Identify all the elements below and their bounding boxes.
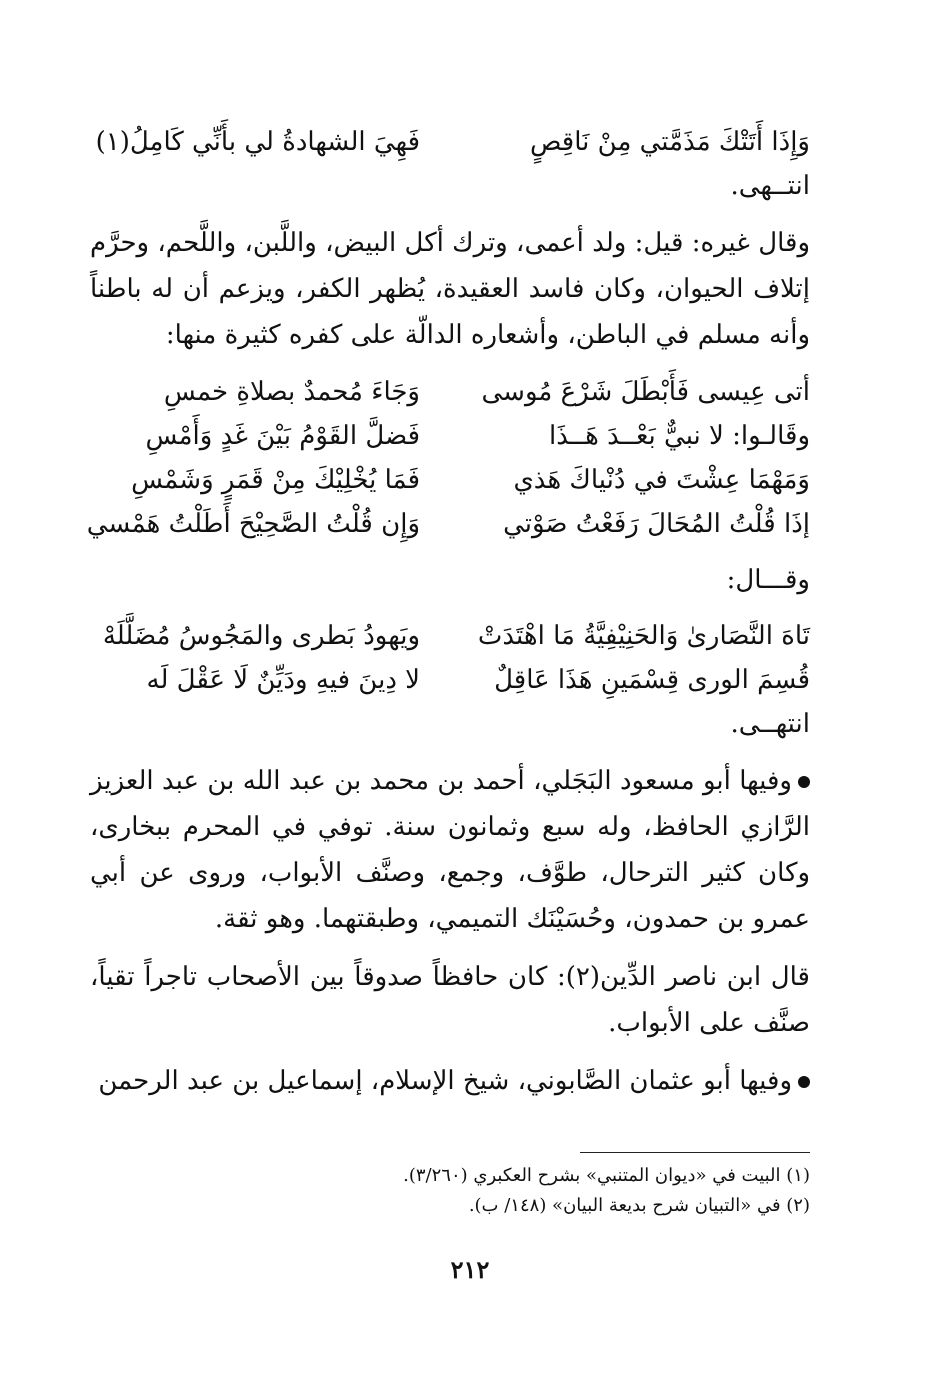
verse-hemistich-1: وَإِذَا أَتَتْكَ مَذَمَّتي مِنْ نَاقِصٍ	[529, 127, 810, 157]
verse-hemistich-2: فَضلَّ القَوْمُ بَيْنَ غَدٍ وَأَمْسِ	[145, 421, 420, 451]
page-number: ٢١٢	[450, 1255, 490, 1284]
verse-hemistich-1: إذَا قُلْتُ المُحَالَ رَفَعْتُ صَوْتي	[503, 509, 810, 539]
verse-hemistich-2: وَجَاءَ مُحمدٌ بصلاةِ خمسِ	[163, 377, 420, 407]
verse-hemistich-1: تَاهَ النَّصَارىٰ وَالحَنِيْفِيَّةُ مَا اهْتَدَتْ	[477, 621, 810, 651]
verse-hemistich-2: لا دِينَ فيهِ ودَيِّنٌ لَا عَقْلَ لَه	[146, 665, 420, 695]
verse-hemistich-1: وقَالـوا: لا نبيٌّ بَعْــدَ هَــذَا	[549, 421, 810, 451]
verse-line	[90, 458, 810, 502]
intaha-text: انتــهى.	[730, 171, 810, 201]
poem-block	[90, 614, 810, 702]
verse-line	[90, 614, 810, 658]
footnote: (٢) في «التبيان شرح بديعة البيان» (١٤٨/ ب).	[468, 1195, 810, 1216]
footnote-divider	[580, 1152, 810, 1153]
verse-line	[90, 120, 810, 164]
verse-line	[90, 370, 810, 414]
verse-hemistich-1: قُسِمَ الورى قِسْمَينِ هَذَا عَاقِلٌ	[494, 665, 810, 695]
intaha-text: انتهــى.	[730, 709, 810, 739]
footnote: (١) البيت في «ديوان المتنبي» بشرح العكبري (٣/٢٦٠).	[403, 1165, 810, 1186]
verse-line	[90, 658, 810, 702]
paragraph-text: وفيها أبو عثمان الصَّابوني، شيخ الإسلام، إسماعيل بن عبد الرحمن	[98, 1066, 792, 1096]
verse-hemistich-2: ويَهودُ بَطرى والمَجُوسُ مُضَلَّلَهْ	[102, 621, 420, 651]
verse-hemistich-2: فَهِيَ الشهادةُ لي بأَنِّي كَامِلُ(١)	[95, 127, 420, 157]
paragraph: قال ابن ناصر الدِّين(٢): كان حافظاً صدوقاً بين الأصحاب تاجراً تقياً، صنَّف على الأبواب.	[90, 962, 810, 1038]
verse-hemistich-2: فَمَا يُخْلِيْكَ مِنْ قَمَرٍ وَشَمْسِ	[131, 465, 420, 495]
paragraph	[90, 1058, 810, 1104]
paragraph: وقال غيره: قيل: ولد أعمى، وترك أكل البيض، واللَّبن، واللَّحم، وحرَّم إتلاف الحيوان، وكان فاسد العقيدة، يُظهر الكفر، ويزعم أن له باطناً وأنه مسلم في الباطن، وأشعاره الدالّة على كفره كثيرة منها:	[90, 228, 810, 350]
verse-hemistich-1: أتى عِيسى فَأَبْطَلَ شَرْعَ مُوسى	[481, 377, 810, 407]
waqal-text: وقـــال:	[726, 565, 810, 595]
page-body	[86, 110, 811, 1104]
paragraph-text: وفيها أبو مسعود البَجَلي، أحمد بن محمد بن عبد الله بن عبد العزيز الرَّازي الحافظ، وله سبع وثمانون سنة. توفي في المحرم ببخارى، وكان كثير الترحال، طوَّف، وجمع، وصنَّف الأبواب، وروى عن أبي عمرو بن حمدون، وحُسَيْنَك التميمي، وطبقتهما. وهو ثقة.	[90, 766, 811, 934]
bullet-icon	[798, 1076, 810, 1088]
verse-line	[86, 502, 810, 546]
verse-line	[90, 414, 810, 458]
bullet-icon	[798, 776, 810, 788]
verse-hemistich-1: وَمَهْمَا عِشْتَ في دُنْياكَ هَذي	[513, 465, 810, 495]
paragraph	[90, 758, 810, 942]
verse-hemistich-2: وَإِن قُلْتُ الصَّحِيْحَ أَطَلْتُ هَمْسي	[86, 509, 420, 539]
poem-block	[86, 370, 810, 546]
